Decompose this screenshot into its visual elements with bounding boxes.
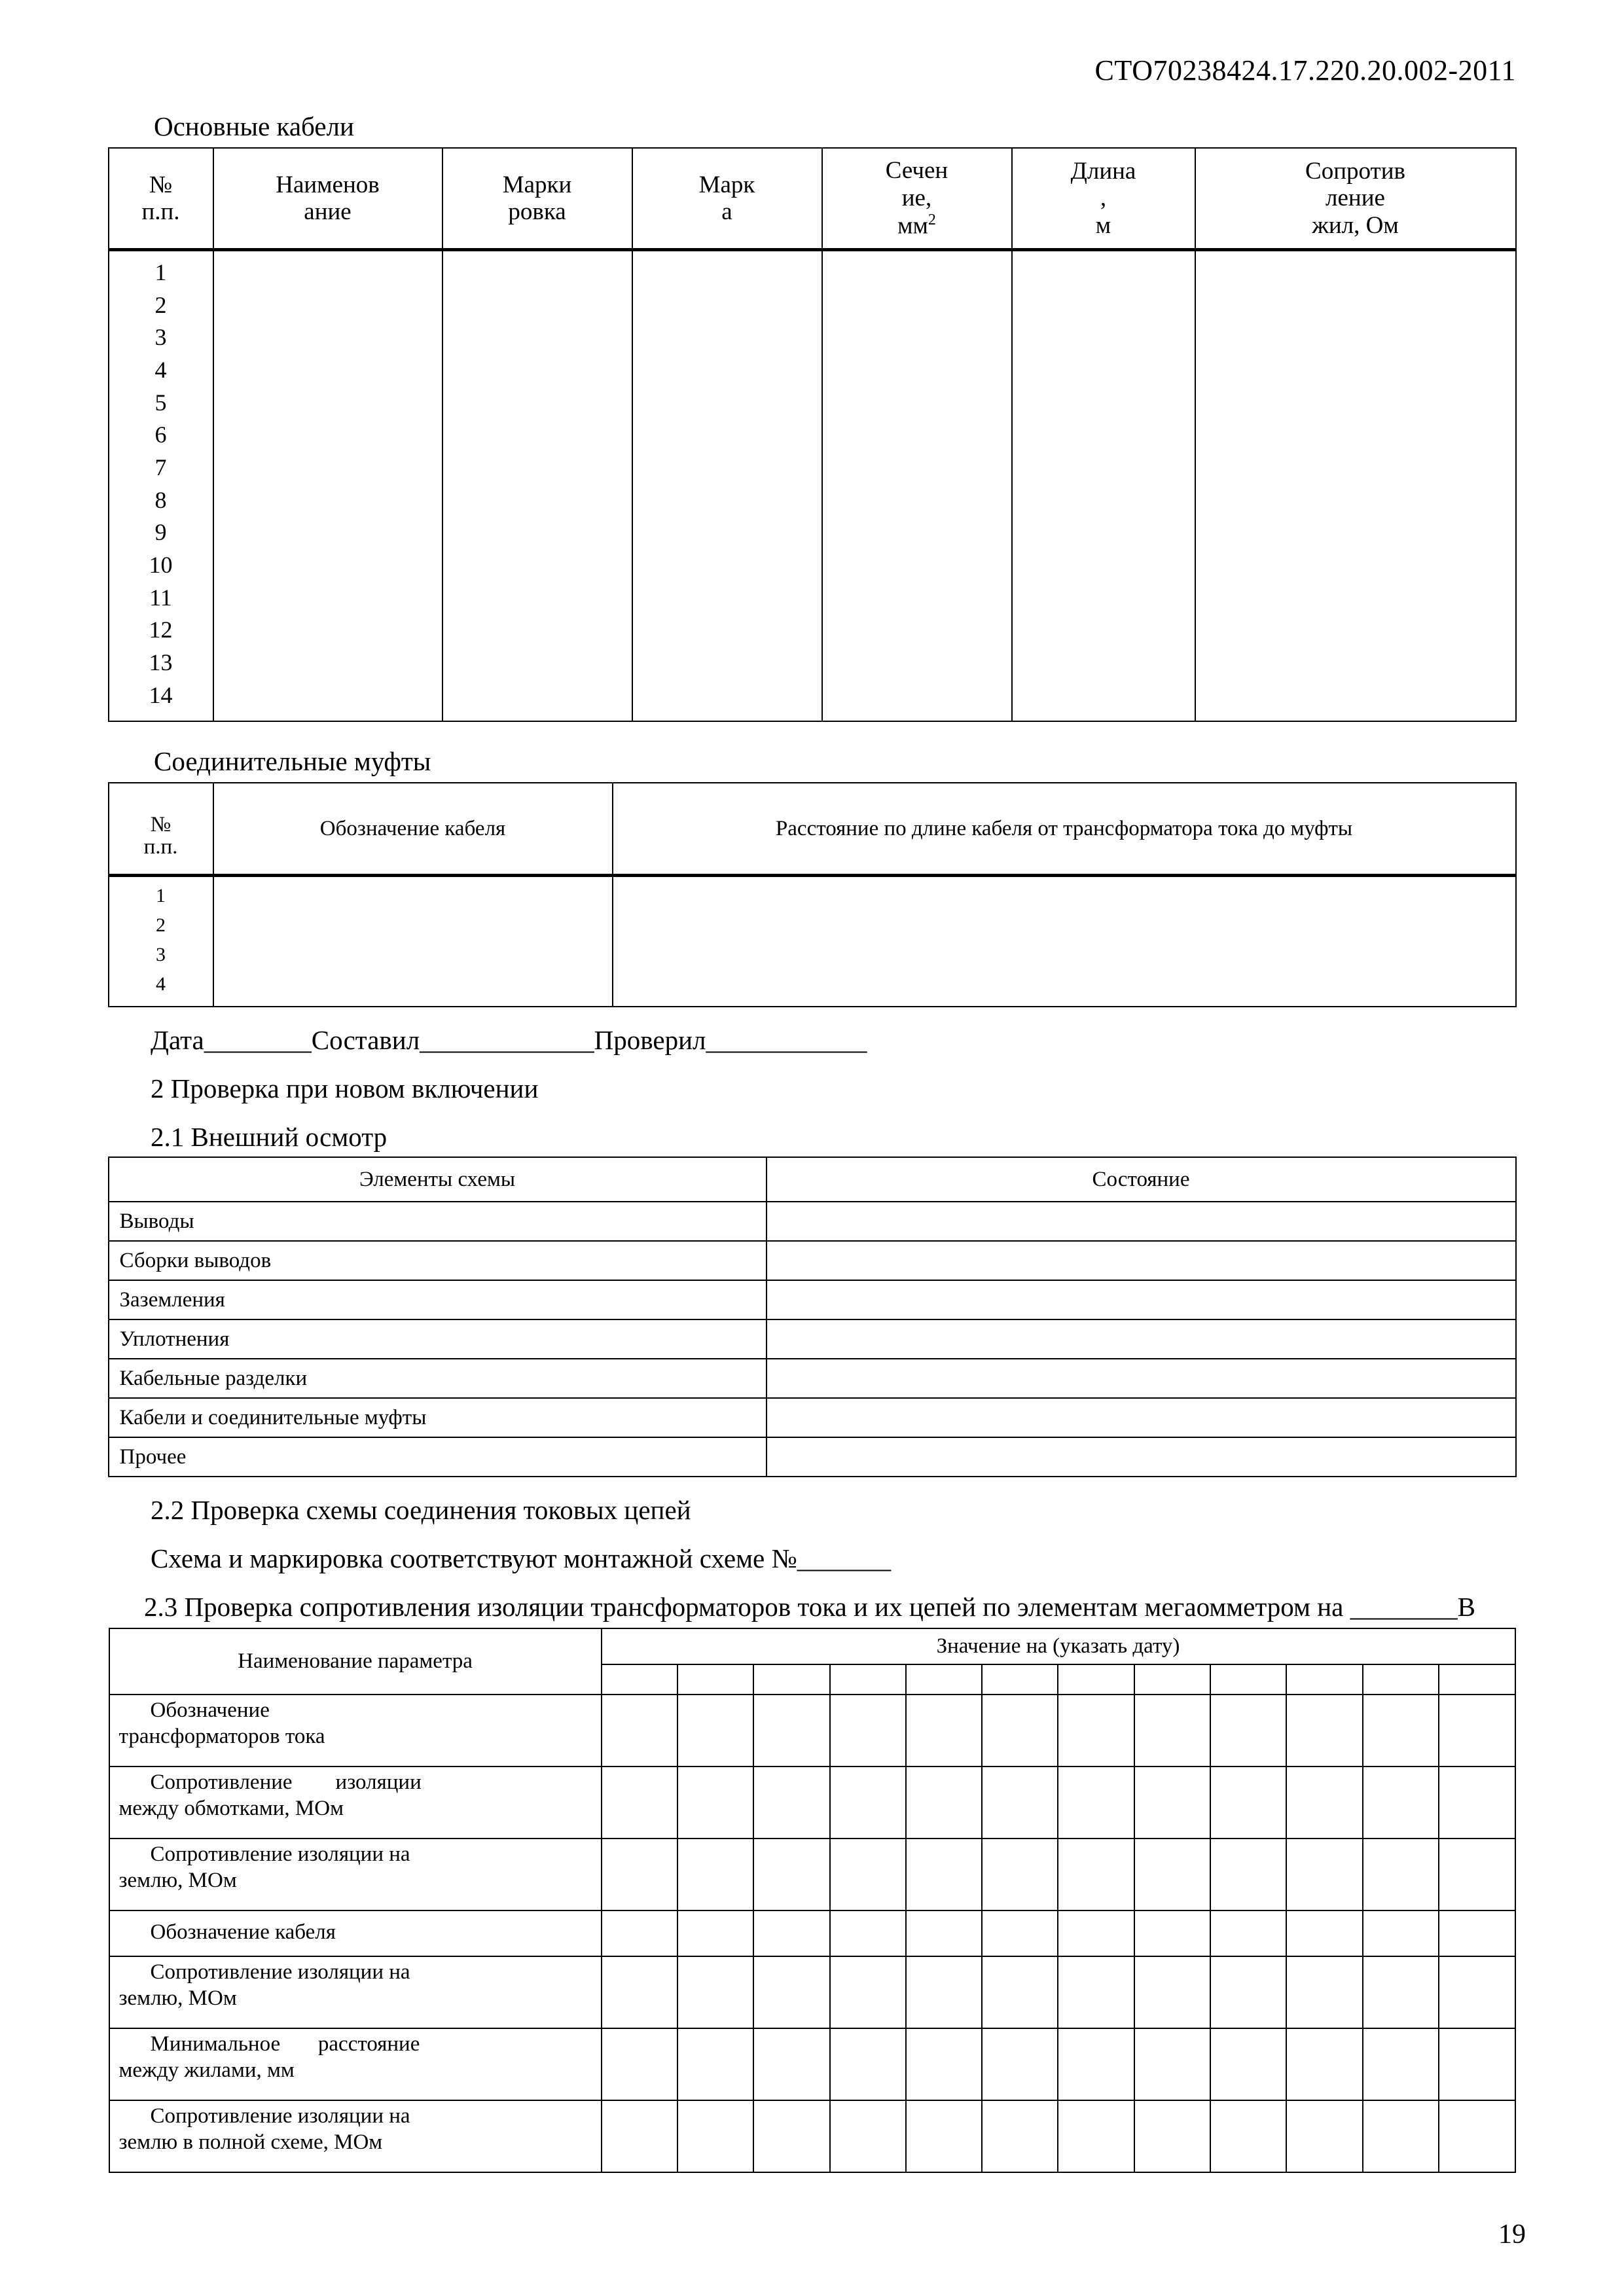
inspection-row-label: Уплотнения [109, 1319, 767, 1359]
section-2-1-heading: 2.1 Внешний осмотр [151, 1122, 388, 1153]
value-cell[interactable] [753, 2028, 829, 2100]
value-cell[interactable] [1058, 1695, 1134, 1767]
col-header-length: Длина , м [1012, 148, 1195, 250]
value-cell[interactable] [830, 2100, 906, 2172]
value-cell[interactable] [753, 1767, 829, 1839]
col-header-marking: Марки ровка [442, 148, 632, 250]
table-row [109, 1359, 1516, 1398]
value-cell[interactable] [1210, 1910, 1286, 1956]
inspection-row-label: Кабельные разделки [109, 1359, 767, 1398]
date-cell[interactable] [1286, 1664, 1362, 1695]
cell-resistance[interactable] [1195, 250, 1516, 722]
col-header-number: № п.п. [109, 783, 213, 876]
parameter-label-line1: Сопротивление изоляции [150, 1770, 422, 1795]
value-cell[interactable] [1058, 1767, 1134, 1839]
section-2-heading: 2 Проверка при новом включении [151, 1073, 539, 1104]
col-header-section: Сечен ие, $мм^2$ [822, 148, 1012, 250]
table-row [109, 1956, 1515, 2028]
col-header-distance: Расстояние по длине кабеля от трансформатора тока до муфты [613, 783, 1516, 876]
value-cell[interactable] [1286, 1695, 1362, 1767]
parameter-label-line1: Сопротивление изоляции на [150, 1842, 410, 1867]
couplings-table [108, 782, 1517, 1007]
value-cell[interactable] [830, 1839, 906, 1910]
parameter-label-line1: Сопротивление изоляции на [150, 2104, 410, 2128]
page-number: 19 [1498, 2219, 1526, 2250]
value-cell[interactable] [906, 2028, 982, 2100]
value-cell[interactable] [1058, 2100, 1134, 2172]
date-cell[interactable] [982, 1664, 1058, 1695]
value-cell[interactable] [830, 1956, 906, 2028]
col-header-values: Значение на (указать дату) [602, 1628, 1515, 1664]
value-cell[interactable] [602, 1839, 677, 1910]
date-cell[interactable] [1058, 1664, 1134, 1695]
value-cell[interactable] [677, 1956, 753, 2028]
table-row [109, 1695, 1515, 1767]
inspection-row-value[interactable] [767, 1280, 1516, 1319]
parameter-label-line2: между жилами, мм [118, 2058, 295, 2082]
parameter-label-line1: Минимальное расстояние [150, 2032, 420, 2056]
value-cell[interactable] [1134, 1695, 1210, 1767]
table-row [109, 1319, 1516, 1359]
table-header-row [109, 783, 1516, 876]
value-cell[interactable] [1286, 1839, 1362, 1910]
value-cell[interactable] [602, 1910, 677, 1956]
value-cell[interactable] [1286, 1910, 1362, 1956]
table-row [109, 1767, 1515, 1839]
col-header-scheme-elements: Элементы схемы [109, 1157, 767, 1202]
value-cell[interactable] [1439, 1956, 1515, 2028]
inspection-row-value[interactable] [767, 1241, 1516, 1280]
table-row [109, 1437, 1516, 1477]
value-cell[interactable] [677, 2100, 753, 2172]
value-cell[interactable] [1363, 1956, 1439, 2028]
date-cell[interactable] [830, 1664, 906, 1695]
table-row [109, 1241, 1516, 1280]
table-row [109, 1910, 1515, 1956]
inspection-row-value[interactable] [767, 1319, 1516, 1359]
table-row [109, 1280, 1516, 1319]
inspection-row-label: Выводы [109, 1202, 767, 1241]
value-cell[interactable] [1210, 2028, 1286, 2100]
couplings-title: Соединительные муфты [154, 746, 431, 777]
row-numbers-cell: 1 2 3 4 5 6 7 8 9 10 11 12 13 14 [109, 250, 213, 722]
value-cell[interactable] [1058, 1839, 1134, 1910]
value-cell[interactable] [906, 1956, 982, 2028]
table-header-row [109, 1628, 1515, 1664]
table-row [109, 2028, 1515, 2100]
value-cell[interactable] [1286, 1956, 1362, 2028]
date-cell[interactable] [753, 1664, 829, 1695]
scheme-marking-line[interactable]: Схема и маркировка соответствуют монтажной схеме №_______ [151, 1543, 892, 1574]
value-cell[interactable] [753, 1695, 829, 1767]
page-header-standard: СТО70238424.17.220.20.002-2011 [1094, 54, 1516, 86]
value-cell[interactable] [1058, 1956, 1134, 2028]
section-2-2-heading: 2.2 Проверка схемы соединения токовых цепей [151, 1495, 691, 1526]
value-cell[interactable] [677, 1695, 753, 1767]
value-cell[interactable] [1134, 1839, 1210, 1910]
table-row [109, 876, 1516, 1007]
value-cell[interactable] [677, 1910, 753, 1956]
value-cell[interactable] [906, 1767, 982, 1839]
date-cell[interactable] [1210, 1664, 1286, 1695]
inspection-row-label: Заземления [109, 1280, 767, 1319]
value-cell[interactable] [1439, 2100, 1515, 2172]
col-header-brand: Марк а [632, 148, 822, 250]
cell-name[interactable] [213, 250, 442, 722]
col-header-parameter-name: Наименование параметра [109, 1628, 602, 1695]
value-cell[interactable] [1439, 2028, 1515, 2100]
value-cell[interactable] [1439, 1839, 1515, 1910]
value-cell[interactable] [753, 1910, 829, 1956]
value-cell[interactable] [1286, 1767, 1362, 1839]
parameter-label-line2: землю, МОм [118, 1986, 237, 2010]
value-cell[interactable] [982, 1839, 1058, 1910]
value-cell[interactable] [906, 1839, 982, 1910]
value-cell[interactable] [982, 2100, 1058, 2172]
value-cell[interactable] [982, 1956, 1058, 2028]
value-cell[interactable] [1210, 1956, 1286, 2028]
value-cell[interactable] [1286, 2028, 1362, 2100]
value-cell[interactable] [1363, 2028, 1439, 2100]
value-cell[interactable] [1134, 2100, 1210, 2172]
value-cell[interactable] [1439, 1695, 1515, 1767]
value-cell[interactable] [982, 1910, 1058, 1956]
value-cell[interactable] [602, 2100, 677, 2172]
parameter-label-line2: между обмотками, МОм [118, 1797, 344, 1820]
value-cell[interactable] [1439, 1767, 1515, 1839]
value-cell[interactable] [753, 1839, 829, 1910]
value-cell[interactable] [753, 2100, 829, 2172]
value-cell[interactable] [1210, 2100, 1286, 2172]
parameter-label-line1: Сопротивление изоляции на [150, 1960, 410, 1984]
value-cell[interactable] [1058, 1910, 1134, 1956]
value-cell[interactable] [1134, 1767, 1210, 1839]
value-cell[interactable] [1286, 2100, 1362, 2172]
inspection-row-label: Прочее [109, 1437, 767, 1477]
insulation-table [109, 1628, 1516, 2173]
table-row [109, 2100, 1515, 2172]
table-header-row [109, 148, 1516, 250]
value-cell[interactable] [1363, 1695, 1439, 1767]
value-cell[interactable] [830, 1910, 906, 1956]
parameter-label [109, 2100, 602, 2172]
parameter-label [109, 1695, 602, 1767]
col-header-cable-designation: Обозначение кабеля [213, 783, 613, 876]
signature-line[interactable]: Дата________Составил_____________Проверил____________ [151, 1025, 867, 1056]
cell-section[interactable] [822, 250, 1012, 722]
date-cell[interactable] [906, 1664, 982, 1695]
date-cell[interactable] [1439, 1664, 1515, 1695]
section-2-3-heading: 2.3 Проверка сопротивления изоляции трансформаторов тока и их цепей по элементам мегаомметром на ________В [144, 1592, 1475, 1623]
col-header-name: Наименов ание [213, 148, 442, 250]
col-header-number: № п.п. [109, 148, 213, 250]
table-header-row [109, 1157, 1516, 1202]
inspection-row-value[interactable] [767, 1359, 1516, 1398]
value-cell[interactable] [982, 1695, 1058, 1767]
cell-distance[interactable] [613, 876, 1516, 1007]
value-cell[interactable] [677, 1767, 753, 1839]
date-cell[interactable] [1134, 1664, 1210, 1695]
date-cell[interactable] [602, 1664, 677, 1695]
inspection-row-label: Кабели и соединительные муфты [109, 1398, 767, 1437]
value-cell[interactable] [753, 1956, 829, 2028]
value-cell[interactable] [677, 1839, 753, 1910]
date-cell[interactable] [677, 1664, 753, 1695]
value-cell[interactable] [602, 1767, 677, 1839]
date-cell[interactable] [1363, 1664, 1439, 1695]
value-cell[interactable] [1134, 1956, 1210, 2028]
value-cell[interactable] [1439, 1910, 1515, 1956]
parameter-label-line1: Обозначение [150, 1698, 270, 1723]
parameter-label [109, 1956, 602, 2028]
col-header-condition: Состояние [767, 1157, 1516, 1202]
value-cell[interactable] [1363, 1767, 1439, 1839]
parameter-label [109, 1767, 602, 1839]
value-cell[interactable] [1210, 1695, 1286, 1767]
value-cell[interactable] [982, 2028, 1058, 2100]
value-cell[interactable] [1363, 1910, 1439, 1956]
value-cell[interactable] [1210, 1767, 1286, 1839]
cell-length[interactable] [1012, 250, 1195, 722]
parameter-label-line2: землю, МОм [118, 1869, 237, 1892]
cell-cable-designation[interactable] [213, 876, 613, 1007]
parameter-label [109, 2028, 602, 2100]
table-row [109, 1202, 1516, 1241]
table-row [109, 250, 1516, 722]
parameter-label-line1: Обозначение кабеля [150, 1920, 336, 1944]
table-row [109, 1839, 1515, 1910]
inspection-row-label: Сборки выводов [109, 1241, 767, 1280]
value-cell[interactable] [1210, 1839, 1286, 1910]
parameter-label-line2: трансформаторов тока [118, 1725, 325, 1748]
value-cell[interactable] [830, 2028, 906, 2100]
value-cell[interactable] [830, 1767, 906, 1839]
value-cell[interactable] [906, 1695, 982, 1767]
cell-marking[interactable] [442, 250, 632, 722]
inspection-row-value[interactable] [767, 1398, 1516, 1437]
value-cell[interactable] [1134, 1910, 1210, 1956]
parameter-label [109, 1910, 602, 1956]
value-cell[interactable] [1058, 2028, 1134, 2100]
value-cell[interactable] [1363, 1839, 1439, 1910]
value-cell[interactable] [982, 1767, 1058, 1839]
col-header-resistance: Сопротив ление жил, Ом [1195, 148, 1516, 250]
value-cell[interactable] [830, 1695, 906, 1767]
value-cell[interactable] [906, 2100, 982, 2172]
inspection-table [108, 1157, 1517, 1477]
table-row [109, 1398, 1516, 1437]
value-cell[interactable] [602, 1956, 677, 2028]
inspection-row-value[interactable] [767, 1202, 1516, 1241]
value-cell[interactable] [1363, 2100, 1439, 2172]
value-cell[interactable] [677, 2028, 753, 2100]
main-cables-title: Основные кабели [154, 111, 354, 141]
value-cell[interactable] [1134, 2028, 1210, 2100]
parameter-label-line2: землю в полной схеме, МОм [118, 2130, 383, 2154]
inspection-row-value[interactable] [767, 1437, 1516, 1477]
parameter-label [109, 1839, 602, 1910]
value-cell[interactable] [602, 2028, 677, 2100]
row-numbers-cell: 1 2 3 4 [109, 876, 213, 1007]
value-cell[interactable] [602, 1695, 677, 1767]
cell-brand[interactable] [632, 250, 822, 722]
main-cables-table [108, 147, 1517, 722]
value-cell[interactable] [906, 1910, 982, 1956]
